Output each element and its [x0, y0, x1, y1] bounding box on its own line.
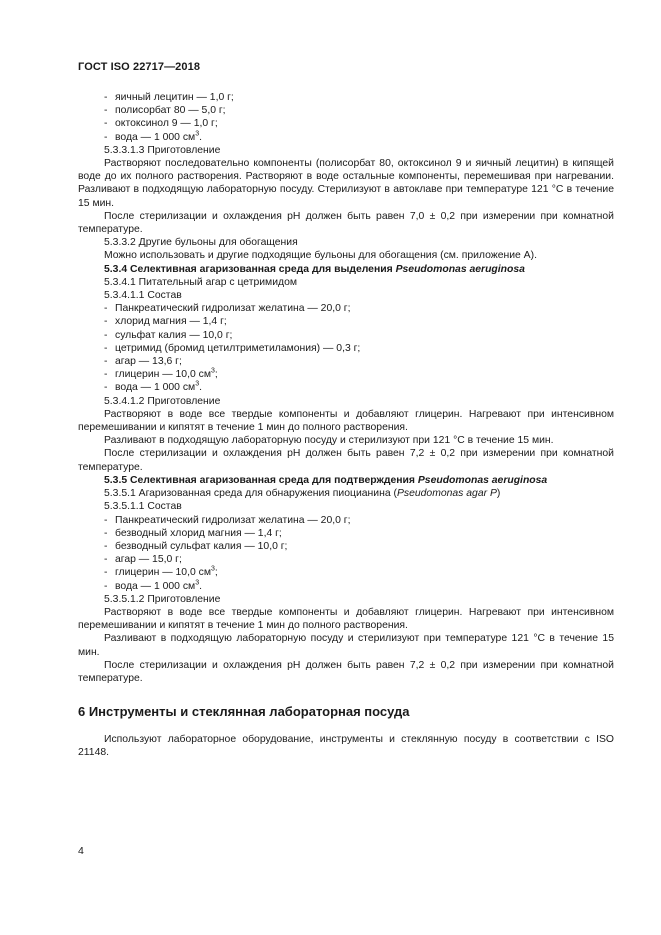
list-item: - сульфат калия — 10,0 г; [104, 329, 233, 341]
list-item: - вода — 1 000 $см^3$. [104, 130, 202, 143]
paragraph: Можно использовать и другие подходящие бульоны для обогащения (см. приложение А). [104, 250, 537, 262]
paragraph: После стерилизации и охлаждения pH должен быть равен 7,0 ± 0,2 при измерении при комнатной температуре. [78, 210, 614, 236]
subsection-heading: 5.3.4.1 Питательный агар с цетримидом [104, 276, 297, 288]
list-item: - безводный хлорид магния — 1,4 г; [104, 527, 282, 539]
list-item: - вода — 1 000 $см^3$. [104, 381, 202, 394]
paragraph: После стерилизации и охлаждения pH должен быть равен 7,2 ± 0,2 при измерении при комнатной температуре. [78, 448, 614, 473]
list-item: - агар — 15,0 г; [104, 554, 182, 566]
section-heading-5-3-4: 5.3.4 Селективная агаризованная среда для выделения Pseudomonas aeruginosa [104, 263, 525, 275]
list-item: - яичный лецитин — 1,0 г; [104, 92, 234, 103]
list-item: - цетримид (бромид цетилтриметиламония) — 0,3 г; [104, 342, 361, 354]
list-item: - агар — 13,6 г; [104, 356, 182, 368]
paragraph: Разливают в подходящую лабораторную посуду и стерилизуют при 121 °С в течение 15 мин. [104, 435, 554, 447]
list-item: - вода — 1 000 $см^3$. [104, 579, 202, 592]
paragraph: Растворяют последовательно компоненты (полисорбат 80, октоксинол 9 и яичный лецитин) в кипящей воде до их полного растворения. Растворяют в воде остальные компоненты, перемешивая при нагревании. Разливают в подходящую лабораторную посуду. Стерилизуют в автоклаве при температуре 121 °С в течение 15 мин. [78, 158, 614, 209]
subsection-heading: 5.3.3.2 Другие бульоны для обогащения [104, 237, 298, 249]
subsection-heading: 5.3.3.1.3 Приготовление [104, 144, 221, 156]
list-item: - полисорбат 80 — 5,0 г; [104, 105, 226, 117]
document-code: ГОСТ ISO 22717—2018 [78, 61, 201, 73]
paragraph: Используют лабораторное оборудование, инструменты и стеклянную посуду в соответствии с ISO 21148. [78, 734, 614, 759]
list-item: - Панкреатический гидролизат желатина — 20,0 г; [104, 514, 351, 526]
list-item: - глицерин — 10,0 $см^3$; [104, 367, 218, 381]
paragraph: Растворяют в воде все твердые компоненты и добавляют глицерин. Нагревают при интенсивном перемешивании и кипятят в течение 1 мин до полного растворения. [78, 408, 614, 434]
list-item: - глицерин — 10,0 $см^3$; [104, 565, 218, 579]
subsection-heading: 5.3.5.1.2 Приготовление [104, 593, 221, 605]
page-content [78, 91, 614, 760]
page-number: 4 [78, 845, 84, 857]
paragraph: Растворяют в воде все твердые компоненты и добавляют глицерин. Нагревают при интенсивном перемешивании и кипятят в течение 1 мин до полного растворения. [78, 606, 614, 632]
list-item: - хлорид магния — 1,4 г; [104, 316, 227, 328]
subsection-heading: 5.3.4.1.1 Состав [104, 290, 182, 302]
paragraph: После стерилизации и охлаждения pH должен быть равен 7,2 ± 0,2 при измерении при комнатной температуре. [78, 659, 614, 684]
subsection-heading: 5.3.4.1.2 Приготовление [104, 395, 221, 407]
section-title-6: 6 Инструменты и стеклянная лабораторная посуда [78, 704, 410, 720]
subsection-heading: 5.3.5.1 Агаризованная среда для обнаружения пиоцианина (Pseudomonas agar P) [104, 488, 501, 500]
subsection-heading: 5.3.5.1.1 Состав [104, 501, 182, 513]
paragraph: Разливают в подходящую лабораторную посуду и стерилизуют при температуре 121 °С в течение 15 мин. [78, 633, 614, 658]
section-heading-5-3-5: 5.3.5 Селективная агаризованная среда для подтверждения Pseudomonas aeruginosa [104, 474, 548, 486]
list-item: - Панкреатический гидролизат желатина — 20,0 г; [104, 303, 351, 315]
list-item: - октоксинол 9 — 1,0 г; [104, 118, 218, 130]
list-item: - безводный сульфат калия — 10,0 г; [104, 540, 288, 552]
